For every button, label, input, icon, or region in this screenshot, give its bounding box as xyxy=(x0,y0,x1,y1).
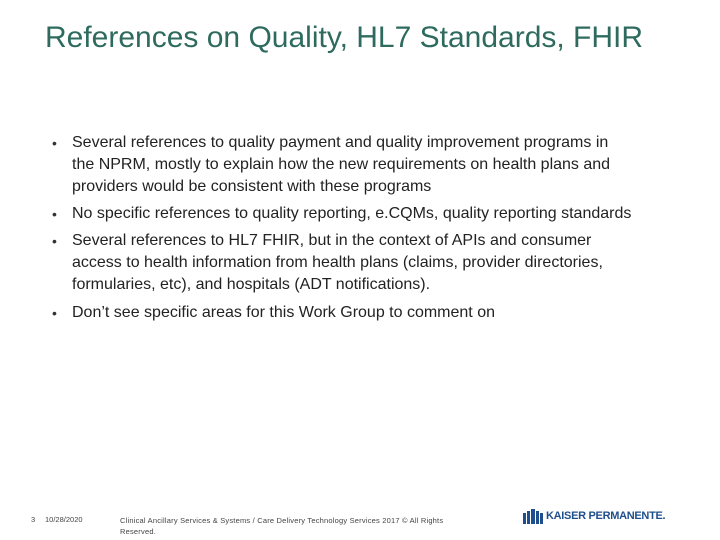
page-number: 3 xyxy=(31,515,36,524)
bullet-item xyxy=(52,132,632,198)
bullet-dot-icon: • xyxy=(52,233,57,249)
bullet-item xyxy=(52,230,632,296)
bullet-text: Several references to quality payment and quality improvement programs in the NPRM, mostly to explain how the new requirements on health plans and providers would be consistent with these programs xyxy=(72,134,611,195)
bullet-dot-icon: • xyxy=(52,135,57,151)
footer xyxy=(0,508,720,540)
bullet-dot-icon: • xyxy=(52,206,57,222)
footer-copyright: Clinical Ancillary Services & Systems / Care Delivery Technology Services 2017 © All Rights Reserved. xyxy=(120,516,444,536)
kaiser-permanente-logo-icon xyxy=(523,509,543,524)
slide-title: References on Quality, HL7 Standards, FHIR xyxy=(45,21,644,54)
kaiser-permanente-logo xyxy=(523,508,665,524)
bullet-dot-icon: • xyxy=(52,305,57,321)
bullet-list xyxy=(52,132,632,329)
bullet-item xyxy=(52,203,632,225)
bullet-text: No specific references to quality reporting, e.CQMs, quality reporting standards xyxy=(72,205,632,222)
bullet-text: Several references to HL7 FHIR, but in the context of APIs and consumer access to health information from health plans (claims, provider directories, formularies, etc), and hospitals (ADT notifications). xyxy=(72,232,603,293)
bullet-item xyxy=(52,302,632,324)
logo-text: KAISER PERMANENTE. xyxy=(546,510,666,522)
bullet-text: Don’t see specific areas for this Work Group to comment on xyxy=(72,304,495,321)
footer-date: 10/28/2020 xyxy=(45,515,83,524)
